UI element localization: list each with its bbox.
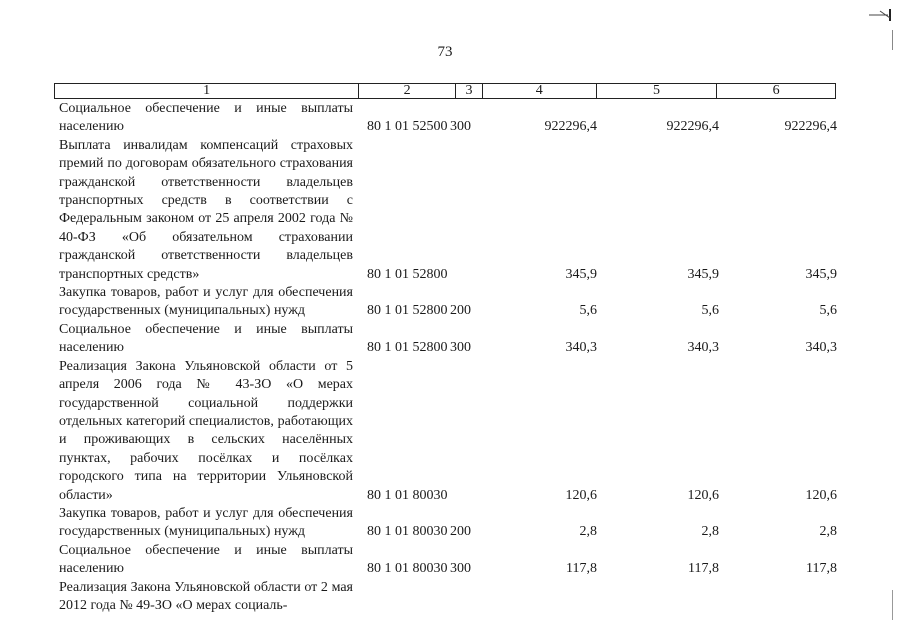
row-value-col6: 922296,4 xyxy=(784,119,837,135)
row-value-col4: 120,6 xyxy=(565,487,597,503)
header-col-3: 3 xyxy=(456,84,483,98)
row-type: 200 xyxy=(450,303,471,319)
row-value-col4: 117,8 xyxy=(566,561,597,577)
row-type: 300 xyxy=(450,340,471,356)
row-type: 300 xyxy=(450,119,471,135)
row-value-col5: 120,6 xyxy=(687,487,719,503)
row-value-col5: 922296,4 xyxy=(666,119,719,135)
row-value-col6: 345,9 xyxy=(805,266,837,282)
row-value-col4: 5,6 xyxy=(579,303,597,319)
row-value-col6: 117,8 xyxy=(806,561,837,577)
row-value-col6: 120,6 xyxy=(805,487,837,503)
row-description: Реализация Закона Ульяновской области от 2 мая 2012 года № 49-ЗО «О мерах социаль- xyxy=(59,579,353,613)
scan-edge-line xyxy=(892,30,893,50)
header-col-6: 6 xyxy=(772,83,780,98)
row-description: Закупка товаров, работ и услуг для обеспечения государственных (муниципальных) нужд xyxy=(59,505,353,540)
table-row xyxy=(59,542,839,579)
table-body xyxy=(59,100,839,615)
row-value-col4: 340,3 xyxy=(565,340,597,356)
row-code: 80 1 01 52800 xyxy=(367,340,448,356)
scan-edge-line xyxy=(892,590,893,620)
row-value-col5: 2,8 xyxy=(701,524,719,540)
header-col-4: 4 xyxy=(483,84,597,98)
row-code: 80 1 01 80030 xyxy=(367,487,448,503)
row-value-col6: 2,8 xyxy=(819,524,837,540)
scan-corner-mark-icon xyxy=(868,8,894,22)
row-value-col5: 345,9 xyxy=(687,266,719,282)
row-description: Социальное обеспечение и иные выплаты населению xyxy=(59,101,353,135)
row-value-col4: 345,9 xyxy=(565,266,597,282)
header-col-2: 2 xyxy=(359,84,456,98)
header-col-1: 1 xyxy=(55,84,359,98)
table-row xyxy=(59,579,839,616)
header-col-5: 5 xyxy=(597,84,718,98)
table-row xyxy=(59,284,839,321)
table-row xyxy=(59,321,839,358)
row-description: Социальное обеспечение и иные выплаты населению xyxy=(59,321,353,356)
row-code: 80 1 01 52800 xyxy=(367,303,448,319)
row-description: Социальное обеспечение и иные выплаты населению xyxy=(59,542,353,577)
row-code: 80 1 01 52500 xyxy=(367,119,448,135)
row-value-col5: 5,6 xyxy=(701,303,719,319)
row-description: Реализация Закона Ульяновской области от 5 апреля 2006 года № 43-ЗО «О мерах государственной социальной поддержки отдельных категорий специалистов, работающих и проживающих в сельских населённых пунктах, рабочих посёлках и посёлках городского типа на территории Ульяновской области» xyxy=(59,358,353,503)
page-number: 73 xyxy=(437,44,453,60)
table-header xyxy=(54,83,836,99)
row-code: 80 1 01 52800 xyxy=(367,266,448,282)
row-value-col4: 2,8 xyxy=(579,524,597,540)
table-row xyxy=(59,358,839,505)
table-row xyxy=(59,100,839,137)
row-type: 200 xyxy=(450,524,471,540)
row-value-col6: 5,6 xyxy=(819,303,837,319)
row-value-col4: 922296,4 xyxy=(544,119,597,135)
table-row xyxy=(59,505,839,542)
row-value-col5: 117,8 xyxy=(688,561,719,577)
row-type: 300 xyxy=(450,561,471,577)
row-code: 80 1 01 80030 xyxy=(367,561,448,577)
row-code: 80 1 01 80030 xyxy=(367,524,448,540)
table-row xyxy=(59,137,839,284)
row-value-col6: 340,3 xyxy=(805,340,837,356)
row-value-col5: 340,3 xyxy=(687,340,719,356)
row-description: Выплата инвалидам компенсаций страховых премий по договорам обязательного страхования гражданской ответственности владельцев транспортных средств в соответствии с Федеральным законом от 25 апреля 2002 года № 40-ФЗ «Об обязательном страховании гражданской ответственности владельцев транспортных средств» xyxy=(59,137,353,282)
row-description: Закупка товаров, работ и услуг для обеспечения государственных (муниципальных) нужд xyxy=(59,285,353,319)
